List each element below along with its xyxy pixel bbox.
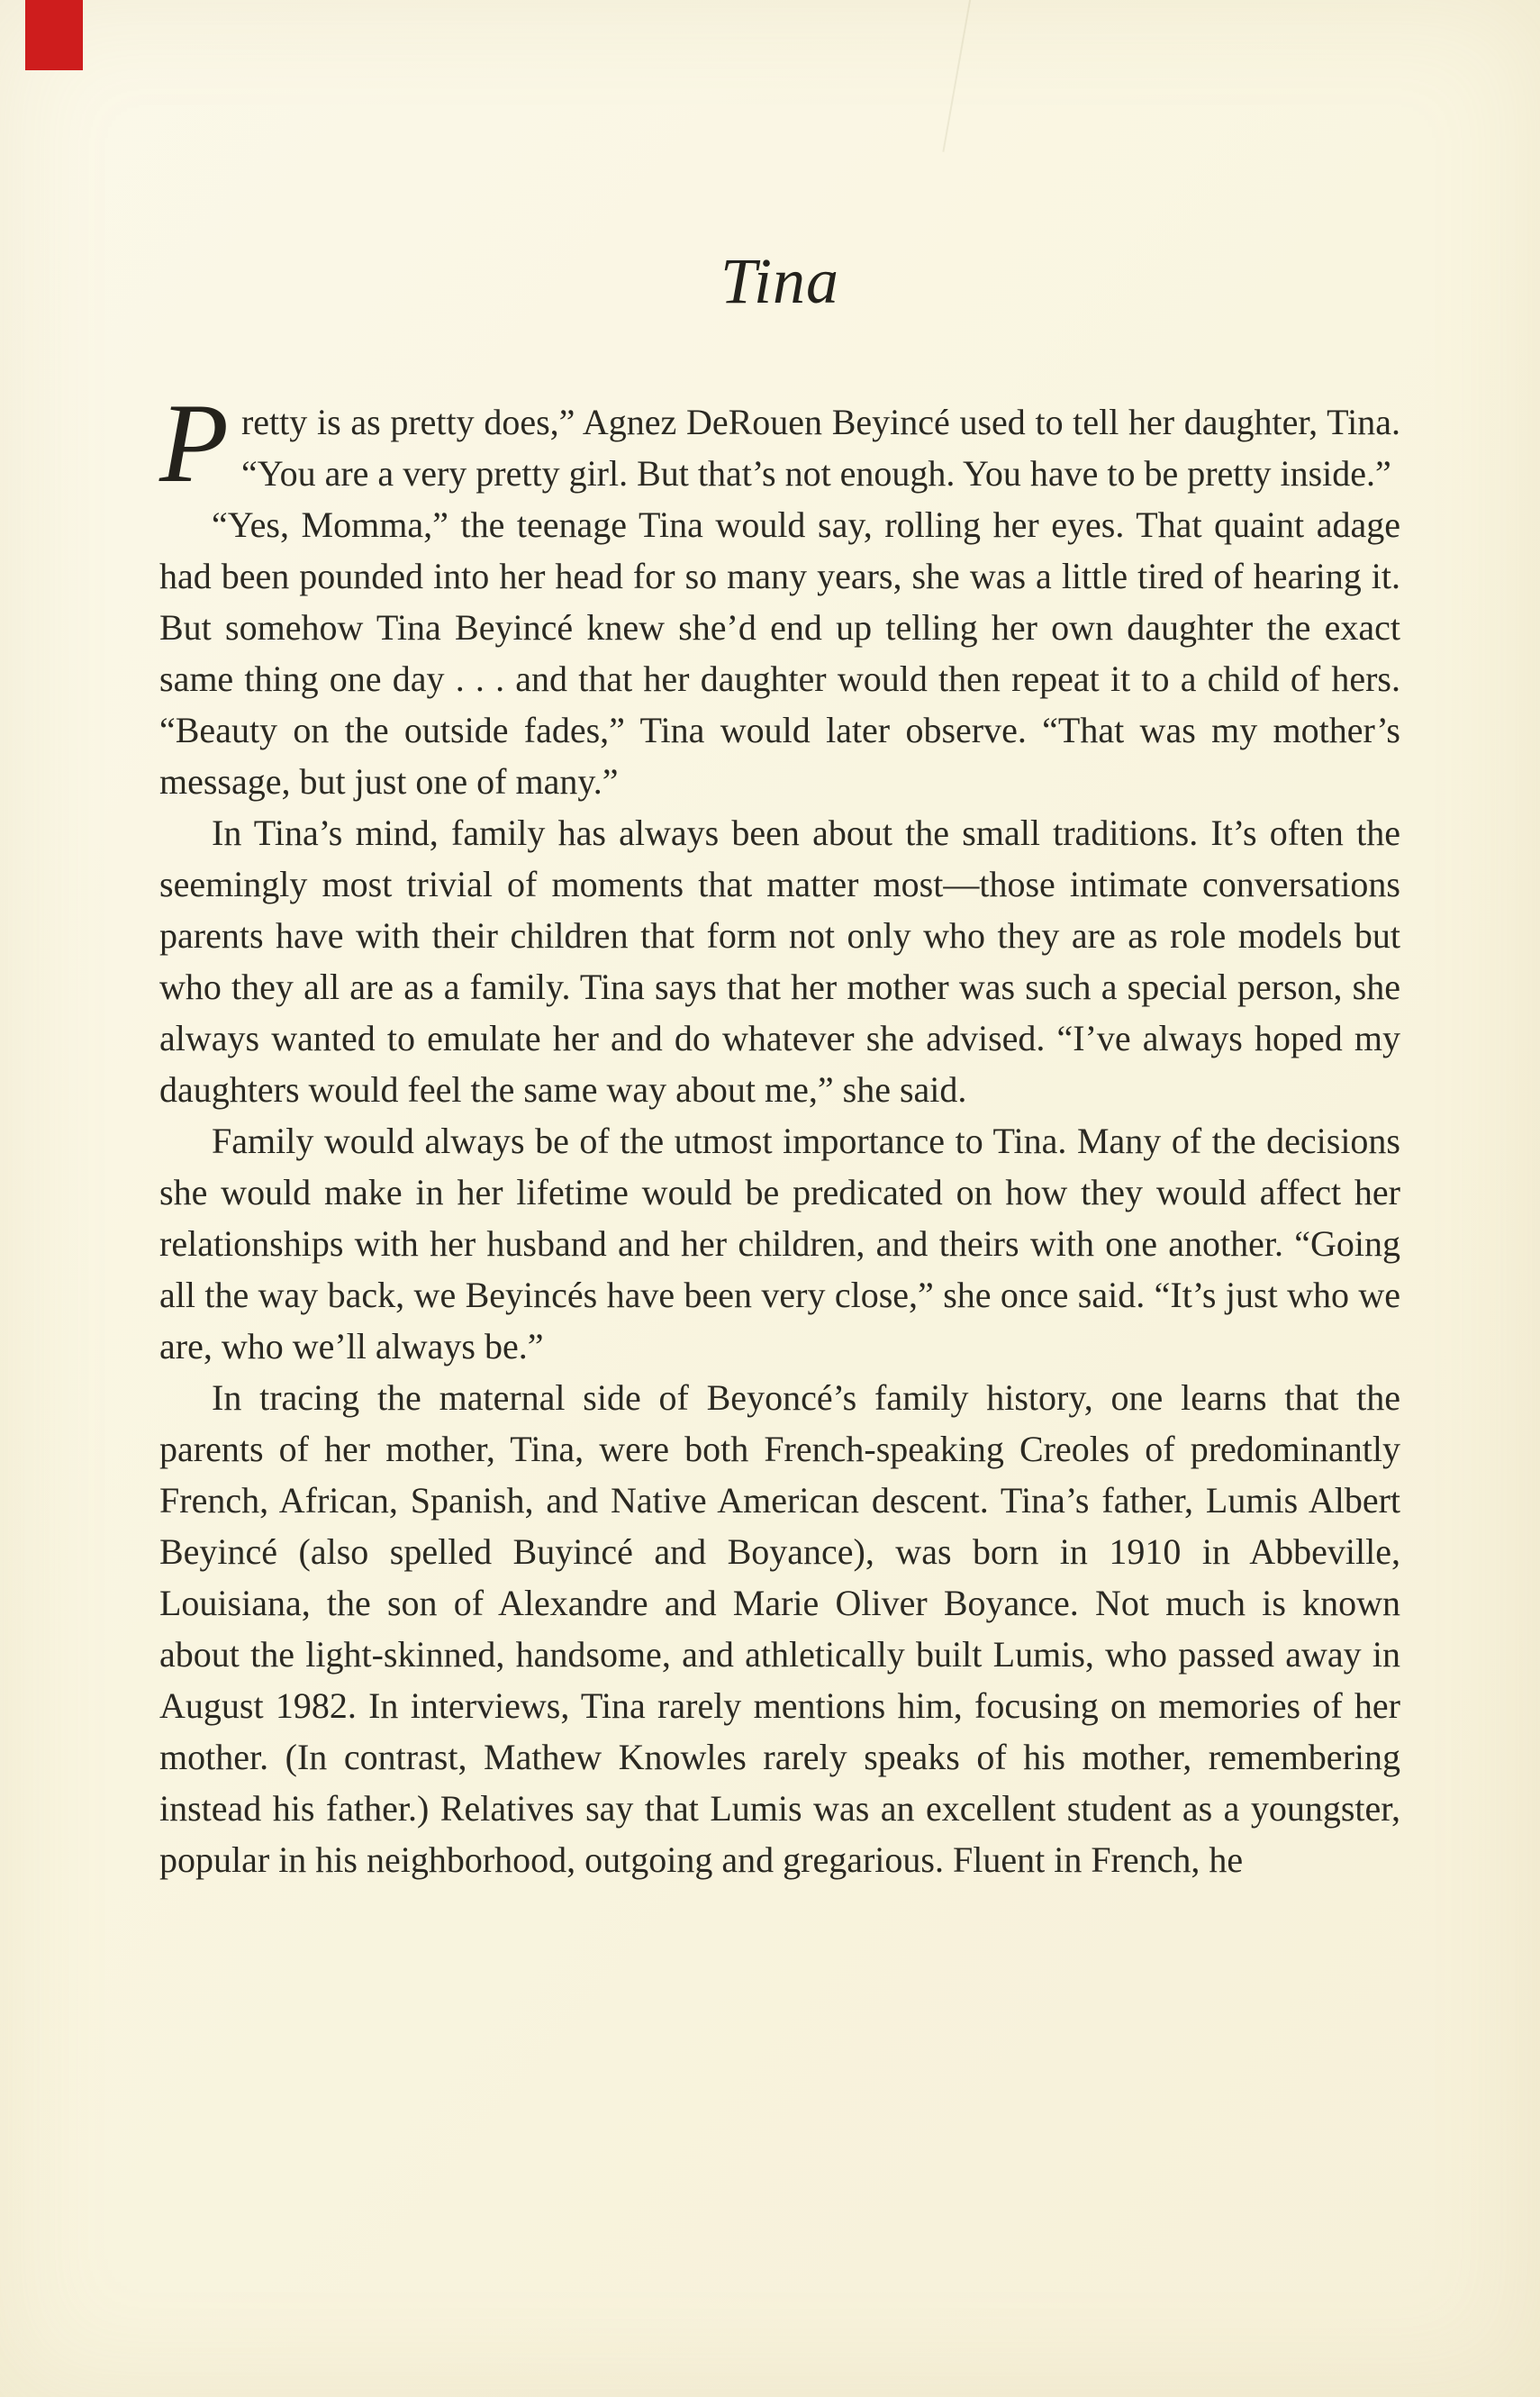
paragraph-1-text: retty is as pretty does,” Agnez DeRouen Beyincé used to tell her daughter, Tina. “You are a very pretty girl. But that’s not enough. You have to be pretty inside.” — [240, 402, 1400, 494]
paper-crease-line — [942, 0, 972, 152]
paragraph-4: Family would always be of the utmost importance to Tina. Many of the decisions she would make in her lifetime would be predicated on how they would affect her relationships with her husband and her children, and theirs with one another. “Going all the way back, we Beyincés have been very close,” she once said. “It’s just who we are, who we’ll always be.” — [159, 1121, 1400, 1366]
paragraph-2: “Yes, Momma,” the teenage Tina would say, rolling her eyes. That quaint adage had been pounded into her head for so many years, she was a little tired of hearing it. But somehow Tina Beyincé knew she’d end up telling her own daughter the exact same thing one day . . . and that her daughter would then repeat it to a child of hers. “Beauty on the outside fades,” Tina would later observe. “That was my mother’s message, but just one of many.” — [159, 504, 1400, 802]
red-corner-mark — [25, 0, 83, 70]
paragraph-5: In tracing the maternal side of Beyoncé’s family history, one learns that the parents of her mother, Tina, were both French-speaking Creoles of predominantly French, African, Spanish, and Native American descent. Tina’s father, Lumis Albert Beyincé (also spelled Buyincé and Boyance), was born in 1910 in Abbeville, Louisiana, the son of Alexandre and Marie Oliver Boyance. Not much is known about the light-skinned, handsome, and athletically built Lumis, who passed away in August 1982. In interviews, Tina rarely mentions him, focusing on memories of her mother. (In contrast, Mathew Knowles rarely speaks of his mother, remembering instead his father.) Relatives say that Lumis was an excellent student as a youngster, popular in his neighborhood, outgoing and gregarious. Fluent in French, he — [159, 1377, 1400, 1880]
chapter-title: Tina — [720, 245, 840, 317]
paragraph-3: In Tina’s mind, family has always been about the small traditions. It’s often the seemingly most trivial of moments that matter most—those intimate conversations parents have with their children that form not only who they are as role models but who they all are as a family. Tina says that her mother was such a special person, she always wanted to emulate her and do whatever she advised. “I’ve always hoped my daughters would feel the same way about me,” she said. — [159, 813, 1400, 1110]
text-block — [159, 381, 1400, 1885]
drop-cap-initial: P — [159, 381, 229, 506]
paragraph-1 — [159, 381, 1400, 506]
